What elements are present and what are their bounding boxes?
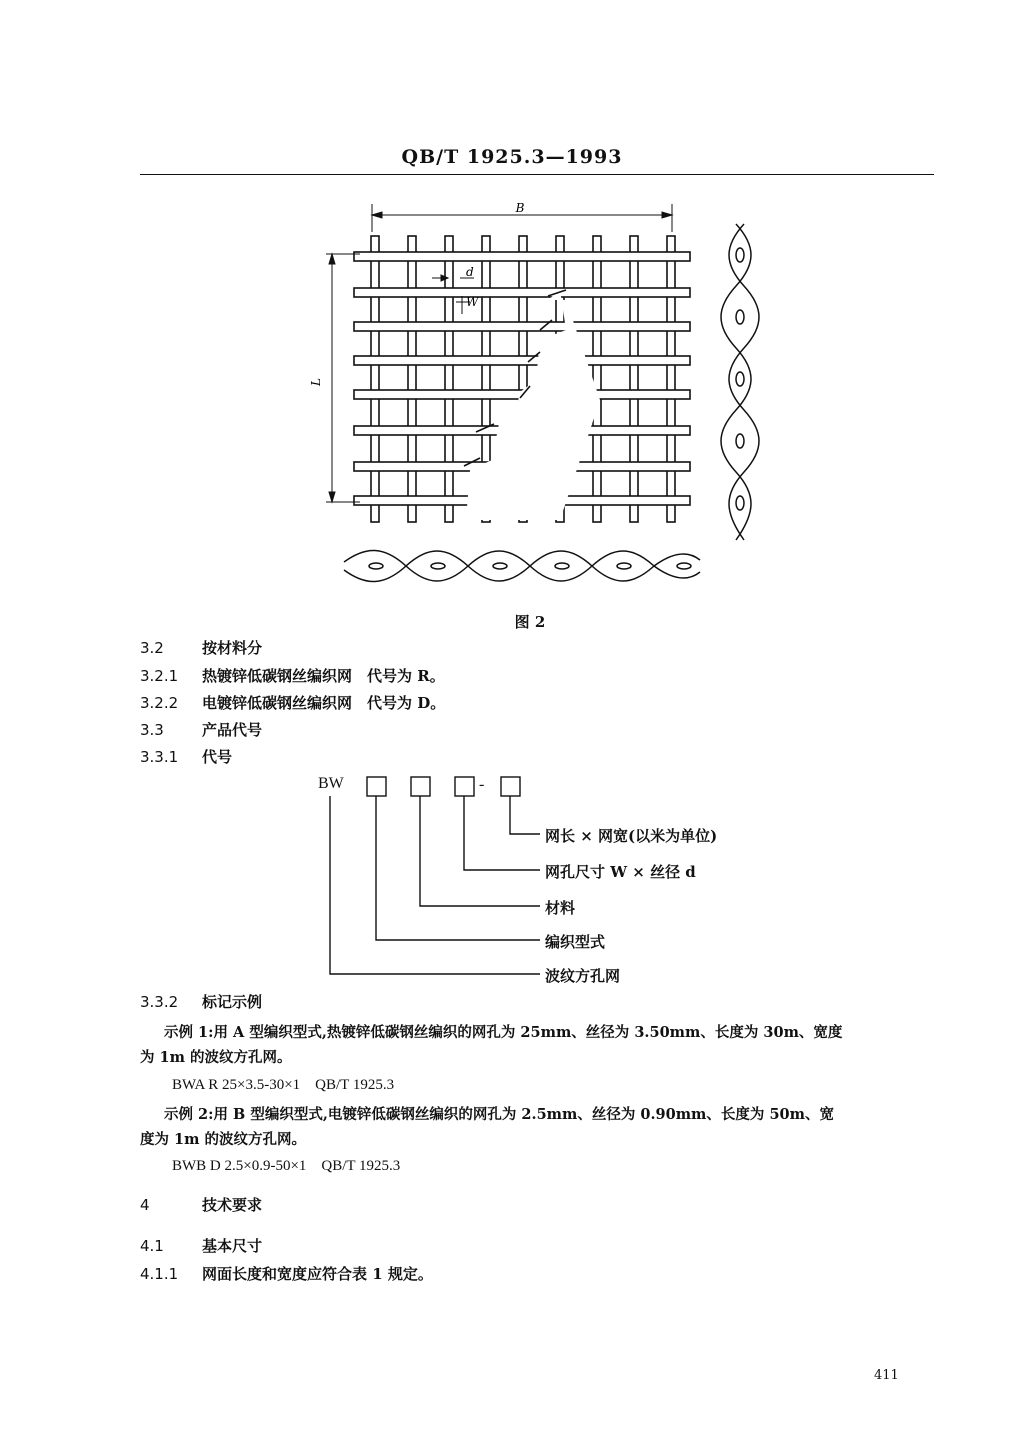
dimension-b-label: B bbox=[515, 201, 525, 215]
code-prefix: BW bbox=[318, 775, 344, 792]
code-box-material bbox=[411, 777, 430, 796]
page-number: 411 bbox=[874, 1368, 899, 1383]
code-dash: - bbox=[479, 776, 485, 793]
example-2-text-cont: 度为 1m 的波纹方孔网。 bbox=[140, 1131, 307, 1148]
example-1-text: 示例 1:用 A 型编织型式,热镀锌低碳钢丝编织的网孔为 25mm、丝径为 3.50mm、长度为 30m、宽度 bbox=[164, 1024, 843, 1041]
example-1-text-cont: 为 1m 的波纹方孔网。 bbox=[140, 1049, 292, 1066]
example-2-code: BWB D 2.5×0.9-50×1 QB/T 1925.3 bbox=[172, 1158, 401, 1174]
section-3-2: 3.2 按材料分 bbox=[140, 639, 263, 657]
section-4-1: 4.1 基本尺寸 bbox=[140, 1237, 263, 1255]
section-4-1-1: 4.1.1 网面长度和宽度应符合表 1 规定。 bbox=[140, 1265, 433, 1283]
label-material: 材料 bbox=[545, 899, 576, 917]
dimension-l-label: L bbox=[309, 378, 323, 386]
section-3-2-2: 3.2.2 电镀锌低碳钢丝编织网 代号为 D。 bbox=[140, 694, 446, 712]
standard-number: QB/T 1925.3—1993 bbox=[401, 146, 623, 168]
section-3-3: 3.3 产品代号 bbox=[140, 721, 263, 739]
example-2-text: 示例 2:用 B 型编织型式,电镀锌低碳钢丝编织的网孔为 2.5mm、丝径为 0.90mm、长度为 50m、宽 bbox=[164, 1106, 834, 1123]
label-mesh-size: 网孔尺寸 W × 丝径 d bbox=[545, 863, 696, 881]
section-3-3-2: 3.3.2 标记示例 bbox=[140, 993, 263, 1011]
figure-caption: 图 2 bbox=[514, 613, 546, 631]
wire-diameter-label: d bbox=[466, 265, 474, 279]
mesh-opening-label: W bbox=[466, 295, 479, 309]
code-box-length-width bbox=[501, 777, 520, 796]
section-4: 4 技术要求 bbox=[140, 1196, 263, 1214]
section-3-2-1: 3.2.1 热镀锌低碳钢丝编织网 代号为 R。 bbox=[140, 667, 445, 685]
example-1-code: BWA R 25×3.5-30×1 QB/T 1925.3 bbox=[172, 1077, 395, 1093]
label-product-name: 波纹方孔网 bbox=[545, 967, 621, 985]
section-3-3-1: 3.3.1 代号 bbox=[140, 748, 233, 766]
label-weave-type: 编织型式 bbox=[545, 933, 606, 951]
label-length-width: 网长 × 网宽(以米为单位) bbox=[545, 827, 718, 845]
code-box-type bbox=[367, 777, 386, 796]
code-box-mesh-size bbox=[455, 777, 474, 796]
